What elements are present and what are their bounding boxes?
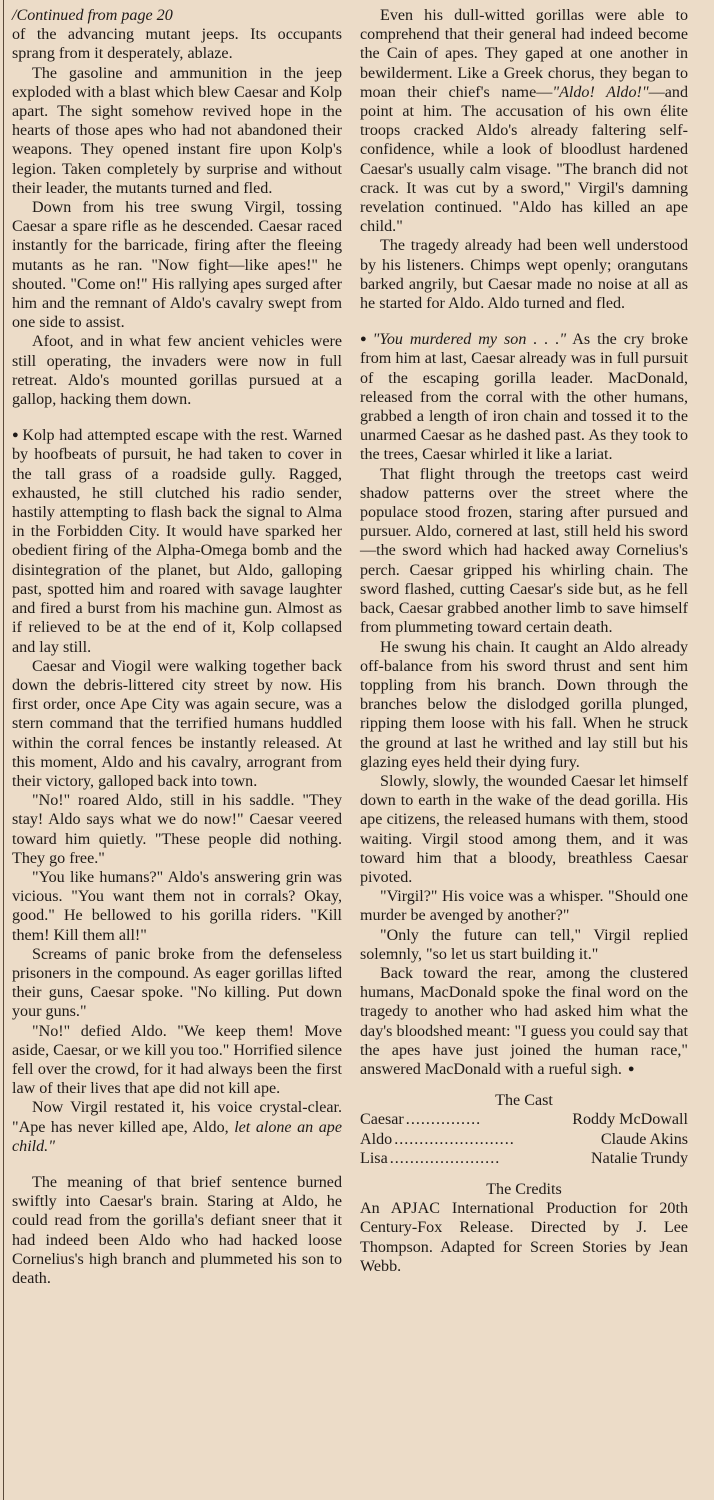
paragraph: He swung his chain. It caught an Aldo already off-balance from his sword thrust and sent him toppling from his branch. Down through the branches below the dislodged gorilla plunged, ripping them loose with his fall. When he struck the ground at last he writhed and lay still but his glazing eyes held their dying fury. <box>360 638 688 771</box>
paragraph: The gasoline and ammunition in the jeep exploded with a blast which blew Caesar and Kolp apart. The sight somehow revived hope in the hearts of those apes who had not abandoned their weapons. They opened instant fire upon Kolp's legion. Taken completely by surprise and without their leader, the mutants turned and fled. <box>12 64 342 197</box>
section-paragraph <box>12 426 342 656</box>
right-column <box>360 6 688 1276</box>
paragraph: Afoot, and in what few ancient vehicles were still operating, the invaders were now in full retreat. Aldo's mounted gorillas pursued at a gallop, hacking them down. <box>12 333 342 409</box>
bullet-icon: ● <box>12 429 20 442</box>
paragraph: "You like humans?" Aldo's answering grin was vicious. "You want them not in corrals? Okay, good." He bellowed to his gorilla riders. "Kill them! Kill them all!" <box>12 868 342 944</box>
cast-title: The Cast <box>495 1092 553 1110</box>
paragraph <box>12 1098 342 1156</box>
paragraph-text: Even his dull-witted gorillas were able to comprehend that their general had indeed become the Cain of apes. They gaped at one another in bewilderment. Like a Greek chorus, they began to moan their chief's name— <box>360 7 688 101</box>
bullet-icon: ● <box>360 333 370 346</box>
cast-actor: Roddy McDowall <box>572 1111 688 1129</box>
paragraph-text: Now Virgil restated it, his voice crystal-clear. "Ape has never killed ape, Aldo, <box>12 1099 342 1136</box>
paragraph: Screams of panic broke from the defenseless prisoners in the compound. As eager gorillas lifted their guns, Caesar spoke. "No killing. Put down your guns." <box>12 945 342 1021</box>
paragraph: "No!" defied Aldo. "We keep them! Move aside, Caesar, or we kill you too." Horrified silence fell over the crowd, for it had always been the first law of their lives that ape did not kill ape. <box>12 1022 342 1098</box>
cast-actor: Natalie Trundy <box>590 1149 688 1167</box>
paragraph: Slowly, slowly, the wounded Caesar let himself down to earth in the wake of the dead gorilla. His ape citizens, the released humans with them, stood waiting. Virgil stood among them, and it was toward him that a bloody, breathless Caesar pivoted. <box>360 772 688 886</box>
paragraph: "Virgil?" His voice was a whisper. "Should one murder be avenged by another?" <box>360 888 688 925</box>
paragraph <box>360 6 688 236</box>
italic-text: "Aldo! Aldo!" <box>552 83 649 101</box>
paragraph: "No!" roared Aldo, still in his saddle. "They stay! Aldo says what we do now!" Caesar veered toward him quietly. "These people did nothing. They go free." <box>12 792 342 867</box>
cast-leader-dots: ............... <box>405 1111 482 1129</box>
cast-role: Caesar <box>360 1111 404 1129</box>
paragraph-text: Kolp had attempted escape with the rest. Warned by hoofbeats of pursuit, he had taken to cover in the tall grass of a roadside gully. Ragged, exhausted, he still clutched his radio sender, hastily attempting to flash back the signal to Alma in the Forbidden City. It would have sparked her obedient firing of the Alpha-Omega bomb and the disintegration of the planet, but Aldo, galloping past, spotted him and roared with savage laughter and fired a burst from his machine gun. Almost as if relieved to be at the end of it, Kolp collapsed and lay still. <box>12 427 342 656</box>
paragraph: Caesar and Viogil were walking together back down the debris-littered city street by now. His first order, once Ape City was again secure, was a stern command that the terrified humans huddled within the corral fences be instantly released. At this moment, Aldo and his cavalry, arrogrant from their victory, galloped back into town. <box>12 657 342 790</box>
cast-leader-dots: ...................... <box>389 1149 501 1167</box>
cast-row <box>360 1149 688 1168</box>
continued-label: /Continued from page 20 <box>12 7 173 24</box>
paragraph: of the advancing mutant jeeps. Its occupants sprang from it desperately, ablaze. <box>12 26 342 63</box>
section-paragraph <box>360 330 688 464</box>
cast-row <box>360 1130 688 1149</box>
page-edge-rule <box>3 0 4 1500</box>
paragraph: That flight through the treetops cast weird shadow patterns over the street where the populace stood frozen, staring after pursued and pursuer. Aldo, cornered at last, still held his sword—the sword which had hacked away Cornelius's perch. Caesar gripped his whirling chain. The sword flashed, cutting Caesar's side but, as he fell back, Caesar grabbed another limb to save himself from plummeting toward certain death. <box>360 465 688 637</box>
paragraph: "Only the future can tell," Virgil replied solemnly, "so let us start building it." <box>360 926 688 963</box>
paragraph-text: —and point at him. The accusation of his own élite troops cracked Aldo's already faltering self-confidence, while a look of bloodlust hardened Caesar's usually calm visage. "The branch did not crack. It was cut by a sword," Virgil's damning revelation continued. "Aldo has killed an ape child." <box>360 83 688 236</box>
italic-text: "You murdered my son . . ." <box>372 331 567 349</box>
credits-title: The Credits <box>486 1180 562 1198</box>
cast-leader-dots: ........................ <box>394 1130 515 1148</box>
paragraph-text: As the cry broke from him at last, Caesar already was in full pursuit of the escaping gorilla leader. MacDonald, released from the corral with the other humans, grabbed a length of iron chain and tossed it to the unarmed Caesar as he dashed past. As they took to the trees, Caesar whirled it like a lariat. <box>360 331 688 464</box>
cast-row <box>360 1110 688 1129</box>
cast-role: Lisa <box>360 1149 388 1167</box>
cast-role: Aldo <box>360 1130 393 1148</box>
italic-text: let alone an ape child." <box>12 1118 342 1155</box>
left-column <box>12 6 342 1288</box>
paragraph: The meaning of that brief sentence burned swiftly into Caesar's brain. Staring at Aldo, he could read from the gorilla's defiant sneer that it had indeed been Aldo who had hacked loose Cornelius's high branch and plummeted his son to death. <box>12 1173 342 1287</box>
cast-list <box>360 1110 688 1168</box>
paragraph: The tragedy already had been well understood by his listeners. Chimps wept openly; orangutans barked angrily, but Caesar made no noise at all as he started for Aldo. Aldo turned and fled. <box>360 237 688 313</box>
end-bullet-icon: ● <box>627 1062 635 1075</box>
cast-actor: Claude Akins <box>600 1130 688 1148</box>
paragraph <box>360 964 688 1079</box>
paragraph: Down from his tree swung Virgil, tossing Caesar a spare rifle as he descended. Caesar raced instantly for the barricade, firing after the fleeing mutants as he ran. "Now fight—like apes!" he shouted. "Come on!" His rallying apes surged after him and the remnant of Aldo's cavalry swept from one side to assist. <box>12 199 342 332</box>
credits-text: An APJAC International Production for 20th Century-Fox Release. Directed by J. Lee Thompson. Adapted for Screen Stories by Jean Webb. <box>360 1200 688 1275</box>
paragraph-text: Back toward the rear, among the clustered humans, MacDonald spoke the final word on the tragedy to another who had asked him what the day's bloodshed meant: "I guess you could say that the apes have just joined the human race," answered MacDonald with a rueful sigh. <box>360 964 688 1078</box>
